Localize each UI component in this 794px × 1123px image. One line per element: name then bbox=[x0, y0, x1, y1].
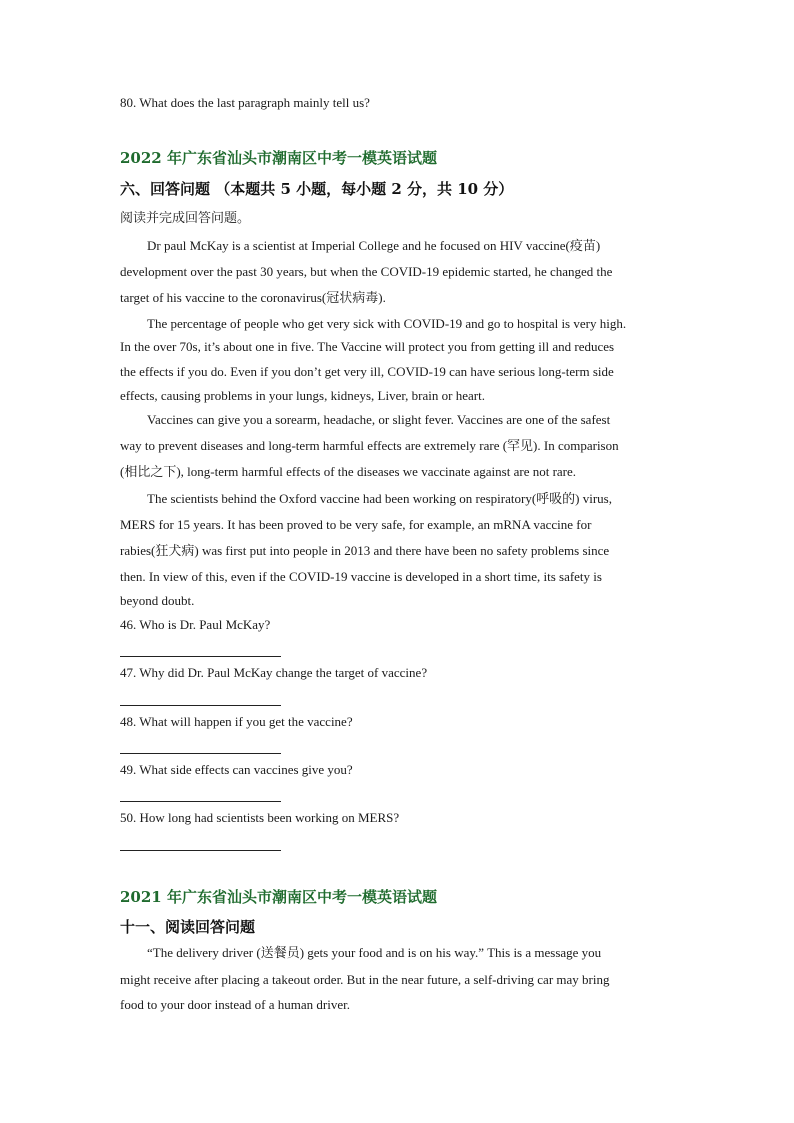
passage-line: Vaccines can give you a sorearm, headache, or slight fever. Vaccines are one of the safest bbox=[147, 412, 611, 427]
passage-line: The percentage of people who get very sick with COVID-19 and go to hospital is very high. bbox=[147, 316, 627, 331]
passage-line: Dr paul McKay is a scientist at Imperial College and he focused on HIV vaccine(疫苗) bbox=[147, 238, 601, 253]
passage-line: beyond doubt. bbox=[120, 593, 195, 608]
passage-line: MERS for 15 years. It has been proved to be very safe, for example, an mRNA vaccine for bbox=[120, 517, 592, 532]
passage-line: “The delivery driver (送餐员) gets your food and is on his way.” This is a message you bbox=[147, 945, 602, 960]
passage-line: then. In view of this, even if the COVID-19 vaccine is developed in a short time, its safety is bbox=[120, 569, 602, 584]
question-47: 47. Why did Dr. Paul McKay change the target of vaccine? bbox=[120, 665, 428, 680]
question-49: 49. What side effects can vaccines give you? bbox=[120, 762, 353, 777]
passage-line: effects, causing problems in your lungs, kidneys, Liver, brain or heart. bbox=[120, 388, 485, 403]
passage-line: way to prevent diseases and long-term harmful effects are extremely rare (罕见). In comparison bbox=[120, 438, 619, 453]
passage-line: In the over 70s, it’s about one in five. The Vaccine will protect you from getting ill and reduces bbox=[120, 339, 615, 354]
answer-line-49[interactable] bbox=[120, 801, 281, 802]
section-title-2021: 2021 年广东省汕头市潮南区中考一模英语试题 bbox=[120, 888, 437, 906]
passage-line: rabies(狂犬病) was first put into people in 2013 and there have been no safety problems since bbox=[120, 543, 610, 558]
answer-line-47[interactable] bbox=[120, 705, 281, 706]
answer-line-50[interactable] bbox=[120, 850, 281, 851]
passage-line: the effects if you do. Even if you don’t get very ill, COVID-19 can have serious long-term side bbox=[120, 364, 614, 379]
question-50: 50. How long had scientists been working on MERS? bbox=[120, 810, 400, 825]
answer-line-46[interactable] bbox=[120, 656, 281, 657]
passage-line: target of his vaccine to the coronavirus(冠状病毒). bbox=[120, 290, 386, 305]
part-heading-2022: 六、回答问题 （本题共 5 小题，每小题 2 分，共 10 分） bbox=[120, 180, 514, 198]
passage-line: development over the past 30 years, but when the COVID-19 epidemic started, he changed the bbox=[120, 264, 613, 279]
passage-line: might receive after placing a takeout order. But in the near future, a self-driving car may bring bbox=[120, 972, 610, 987]
question-46: 46. Who is Dr. Paul McKay? bbox=[120, 617, 271, 632]
instruction: 阅读并完成回答问题。 bbox=[120, 211, 251, 226]
passage-line: food to your door instead of a human driver. bbox=[120, 997, 350, 1012]
passage-line: (相比之下), long-term harmful effects of the diseases we vaccinate against are not rare. bbox=[120, 464, 577, 479]
passage-line: The scientists behind the Oxford vaccine had been working on respiratory(呼吸的) virus, bbox=[147, 491, 612, 506]
question-80: 80. What does the last paragraph mainly tell us? bbox=[120, 95, 370, 110]
answer-line-48[interactable] bbox=[120, 753, 281, 754]
question-48: 48. What will happen if you get the vaccine? bbox=[120, 714, 353, 729]
section-title-2022: 2022 年广东省汕头市潮南区中考一模英语试题 bbox=[120, 149, 437, 167]
part-heading-2021: 十一、阅读回答问题 bbox=[120, 918, 256, 936]
